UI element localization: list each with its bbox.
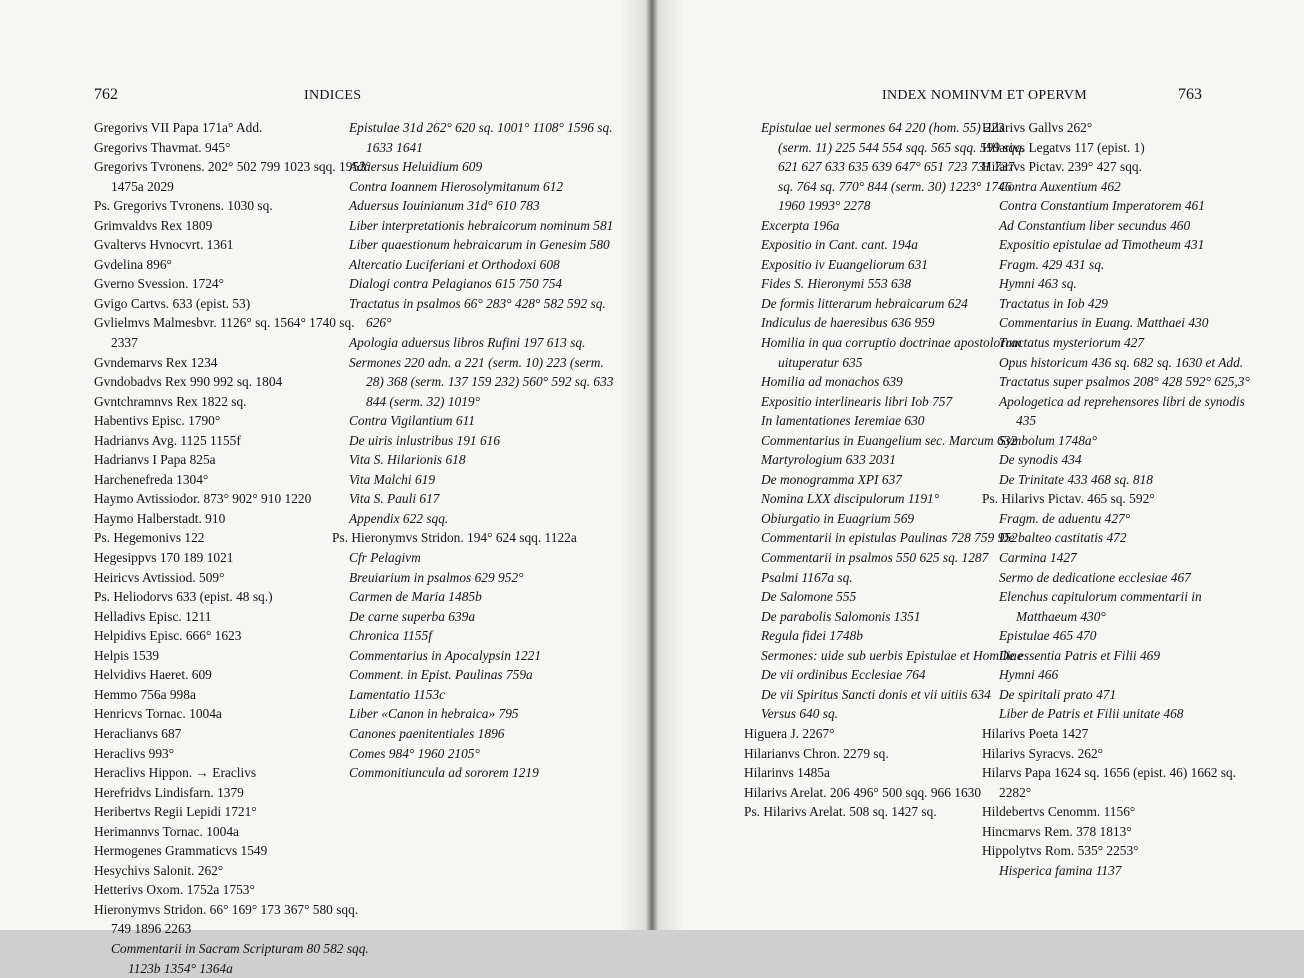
index-entry: Haymo Halberstadt. 910 [94,510,226,526]
index-entry: Homilia in qua corruptio doctrinae apostolorum uituperatur 635 [761,335,1022,370]
index-entry: Higuera J. 2267° [744,725,835,741]
index-entry: Contra Ioannem Hierosolymitanum 612 [349,178,564,194]
index-entry: Aduersus Heluidium 609 [349,159,483,175]
index-column-left-2 [332,118,614,783]
index-entry: Chronica 1155f [349,628,432,644]
index-entry: Tractatus super psalmos 208° 428 592° 625,3° [999,374,1250,390]
index-entry: Carmen de Maria 1485b [349,589,482,605]
index-entry: Hincmarvs Rem. 378 1813° [982,823,1132,839]
index-entry: De essentia Patris et Filii 469 [999,647,1161,663]
index-entry: Hilarivs Gallvs 262° [982,120,1093,135]
index-entry: Hisperica famina 1137 [999,862,1122,878]
index-entry: Gregorivs VII Papa 171a° Add. [94,120,263,135]
index-entry: De monogramma XPI 637 [761,471,902,487]
index-entry: Altercatio Luciferiani et Orthodoxi 608 [349,256,560,272]
index-entry: Liber interpretationis hebraicorum nominum 581 [349,217,614,233]
index-entry: Expositio epistulae ad Timotheum 431 [999,237,1205,253]
index-entry: De vii Spiritus Sancti donis et vii uitiis 634 [761,686,991,702]
index-entry: Hymni 463 sq. [999,276,1077,292]
index-entry: Psalmi 1167a sq. [761,569,853,585]
running-header-right: INDEX NOMINVM ET OPERVM [882,88,1088,103]
index-entry: Gvdelina 896° [94,256,172,272]
index-entry: Epistulae uel sermones 64 220 (hom. 55) 223 (serm. 11) 225 544 554 sqq. 565 sqq. 599 sqq. 621 627 633 635 639 647° 651 723 731 737 sq. 764 sq. 770° 844 (serm. 30) 1223° 1746 1960 1993° 2278 [761,120,1026,214]
index-entry: Gvndobadvs Rex 990 992 sq. 1804 [94,374,283,390]
index-entry: Carmina 1427 [999,550,1077,566]
index-entry: Commentarii in Sacram Scripturam 80 582 sqq. 1123b 1354° 1364a [111,940,369,976]
index-entry: Hilarivs Arelat. 206 496° 500 sqq. 966 1630 [744,784,982,800]
index-entry: Herimannvs Tornac. 1004a [94,823,239,839]
index-entry: Fragm. de aduentu 427° [999,510,1131,526]
index-entry: Ad Constantium liber secundus 460 [999,217,1191,233]
index-entry: Elenchus capitulorum commentarii in Matthaeum 430° [999,589,1202,624]
index-entry: Ps. Heliodorvs 633 (epist. 48 sq.) [94,589,273,605]
index-entry: Helpidivs Episc. 666° 1623 [94,628,242,644]
index-entry: Gregorivs Tvronens. 202° 502 799 1023 sqq. 1953° 1475a 2029 [94,159,372,194]
index-entry: Hilarvs Papa 1624 sq. 1656 (epist. 46) 1662 sq. 2282° [982,765,1237,800]
index-entry: Hilarivs Poeta 1427 [982,725,1089,741]
index-entry: Aduersus Iouinianum 31d° 610 783 [349,198,540,214]
index-entry: Liber «Canon in hebraica» 795 [349,706,519,722]
index-entry: Contra Vigilantium 611 [349,413,475,429]
index-entry: Vita S. Hilarionis 618 [349,452,466,468]
index-entry: Ps. Gregorivs Tvronens. 1030 sq. [94,198,273,214]
index-entry: Gvndemarvs Rex 1234 [94,354,218,370]
index-entry: Sermones 220 adn. a 221 (serm. 10) 223 (serm. 28) 368 (serm. 137 159 232) 560° 592 sq. 633 844 (serm. 32) 1019° [349,354,614,409]
index-entry: De parabolis Salomonis 1351 [761,608,921,624]
index-entry: Versus 640 sq. [761,706,839,722]
index-entry: Herefridvs Lindisfarn. 1379 [94,784,244,800]
index-entry: Excerpta 196a [761,217,840,233]
index-entry: Fides S. Hieronymi 553 638 [761,276,912,292]
index-entry: Commonitiuncula ad sororem 1219 [349,765,539,781]
index-entry: De balteo castitatis 472 [999,530,1127,546]
index-entry: Harchenefreda 1304° [94,471,209,487]
index-entry: Hesychivs Salonit. 262° [94,862,224,878]
index-entry: Homilia ad monachos 639 [761,374,903,390]
index-entry: Heribertvs Regii Lepidi 1721° [94,804,257,820]
index-entry: Opus historicum 436 sq. 682 sq. 1630 et Add. [999,354,1244,370]
index-entry: Commentarius in Euang. Matthaei 430 [999,315,1209,331]
index-entry: Hilarivs Pictav. 239° 427 sqq. [982,159,1142,175]
index-entry: Helvidivs Haeret. 609 [94,667,212,683]
page-number-left: 762 [94,86,118,103]
index-entry: Cfr Pelagivm [349,550,421,566]
index-entry: In lamentationes Ieremiae 630 [761,413,925,429]
index-entry: De uiris inlustribus 191 616 [349,432,501,448]
index-entry: Sermones: uide sub uerbis Epistulae et Homiliae [761,647,1023,663]
index-entry: Helladivs Episc. 1211 [94,608,212,624]
index-entry: Expositio interlinearis libri Iob 757 [761,393,953,409]
index-entry: Gvlielmvs Malmesbvr. 1126° sq. 1564° 1740 sq. 2337 [94,315,355,351]
index-entry: De vii ordinibus Ecclesiae 764 [761,667,926,683]
index-entry: Liber de Patris et Filii unitate 468 [999,706,1184,722]
index-entry: De Salomone 555 [761,589,857,605]
index-entry: Apologia aduersus libros Rufini 197 613 sq. [349,335,586,351]
index-entry: Heiricvs Avtissiod. 509° [94,569,225,585]
index-entry: Hymni 466 [999,667,1059,683]
index-entry: De Trinitate 433 468 sq. 818 [999,471,1153,487]
index-entry: Regula fidei 1748b [761,628,863,644]
index-entry: Vita S. Pauli 617 [349,491,440,507]
index-entry: Ps. Hilarivs Arelat. 508 sq. 1427 sq. [744,804,937,820]
index-entry: Fragm. 429 431 sq. [999,256,1105,272]
index-entry: Apologetica ad reprehensores libri de synodis 435 [999,393,1245,429]
index-entry: De carne superba 639a [349,608,476,624]
index-entry: Heraclivs Hippon. → Eraclivs [94,765,257,781]
index-entry: Gvntchramnvs Rex 1822 sq. [94,393,247,409]
index-entry: Haymo Avtissiodor. 873° 902° 910 1220 [94,491,312,507]
index-entry: De spiritali prato 471 [999,686,1117,702]
index-entry: Hippolytvs Rom. 535° 2253° [982,843,1139,859]
index-entry: Hilarinvs 1485a [744,765,830,781]
index-entry: Hegesippvs 170 189 1021 [94,550,234,566]
index-entry: Epistulae 465 470 [999,628,1097,644]
index-entry: Hemmo 756a 998a [94,686,196,702]
index-entry: Habentivs Episc. 1790° [94,413,221,429]
index-entry: Ps. Hegemonivs 122 [94,530,205,546]
index-entry: Tractatus in psalmos 66° 283° 428° 582 592 sq. 626° [349,295,606,331]
index-entry: Commentarii in epistulas Paulinas 728 759 952 [761,530,1018,546]
index-column-right-2 [982,118,1264,880]
index-entry: Heraclivs 993° [94,745,175,761]
left-page [0,0,652,976]
index-entry: Ps. Hilarivs Pictav. 465 sq. 592° [982,491,1155,507]
index-entry: Hildebertvs Cenomm. 1156° [982,804,1136,820]
index-entry: Henricvs Tornac. 1004a [94,706,222,722]
index-entry: Grimvaldvs Rex 1809 [94,217,213,233]
index-entry: Contra Auxentium 462 [999,178,1121,194]
index-entry: Obiurgatio in Euagrium 569 [761,510,915,526]
index-entry: Gvigo Cartvs. 633 (epist. 53) [94,295,251,311]
index-entry: Gvaltervs Hvnocvrt. 1361 [94,237,234,253]
index-entry: Commentarius in Apocalypsin 1221 [349,647,542,663]
index-entry: Expositio in Cant. cant. 194a [761,237,918,253]
index-entry: Hilarivs Syracvs. 262° [982,745,1104,761]
index-entry: Liber quaestionum hebraicarum in Genesim 580 [349,237,610,253]
index-entry: Indiculus de haeresibus 636 959 [761,315,935,331]
index-entry: Comment. in Epist. Paulinas 759a [349,667,533,683]
index-entry: Comes 984° 1960 2105° [349,745,480,761]
index-entry: Helpis 1539 [94,647,160,663]
index-entry: Gregorivs Thavmat. 945° [94,139,231,155]
index-entry: Epistulae 31d 262° 620 sq. 1001° 1108° 1596 sq. 1633 1641 [349,120,613,155]
page-number-right: 763 [1178,86,1202,103]
right-page [652,0,1304,930]
index-entry: Lamentatio 1153c [349,686,446,702]
index-entry: Appendix 622 sqq. [349,510,449,526]
index-entry: Breuiarium in psalmos 629 952° [349,569,524,585]
index-entry: Heraclianvs 687 [94,725,182,741]
index-entry: Hadrianvs I Papa 825a [94,452,216,468]
index-entry: Symbolum 1748a° [999,432,1097,448]
index-entry: Vita Malchi 619 [349,471,436,487]
index-entry: De synodis 434 [999,452,1082,468]
index-entry: Tractatus in Iob 429 [999,295,1108,311]
index-entry: Canones paenitentiales 1896 [349,725,505,741]
index-entry: Sermo de dedicatione ecclesiae 467 [999,569,1191,585]
index-entry: Dialogi contra Pelagianos 615 750 754 [349,276,563,292]
index-entry: Commentarii in psalmos 550 625 sq. 1287 [761,550,989,566]
index-entry: Expositio iv Euangeliorum 631 [761,256,928,272]
index-entry: De formis litterarum hebraicarum 624 [761,295,968,311]
index-entry: Contra Constantium Imperatorem 461 [999,198,1205,214]
index-entry: Hadrianvs Avg. 1125 1155f [94,432,241,448]
index-entry: Hetterivs Oxom. 1752a 1753° [94,882,255,898]
index-entry: Hieronymvs Stridon. 66° 169° 173 367° 580 sqq. 749 1896 2263 [94,901,359,937]
index-entry: Hermogenes Grammaticvs 1549 [94,843,268,859]
running-header-left: INDICES [304,88,362,103]
index-entry: Tractatus mysteriorum 427 [999,335,1145,351]
index-entry: Martyrologium 633 2031 [761,452,896,468]
index-entry: Ps. Hieronymvs Stridon. 194° 624 sqq. 1122a [332,530,577,546]
index-entry: Hilarivs Legatvs 117 (epist. 1) [982,139,1145,155]
index-entry: Commentarius in Euangelium sec. Marcum 632 [761,432,1018,448]
index-entry: Nomina LXX discipulorum 1191° [761,491,940,507]
index-entry: Gverno Svession. 1724° [94,276,224,292]
index-entry: Hilarianvs Chron. 2279 sq. [744,745,889,761]
